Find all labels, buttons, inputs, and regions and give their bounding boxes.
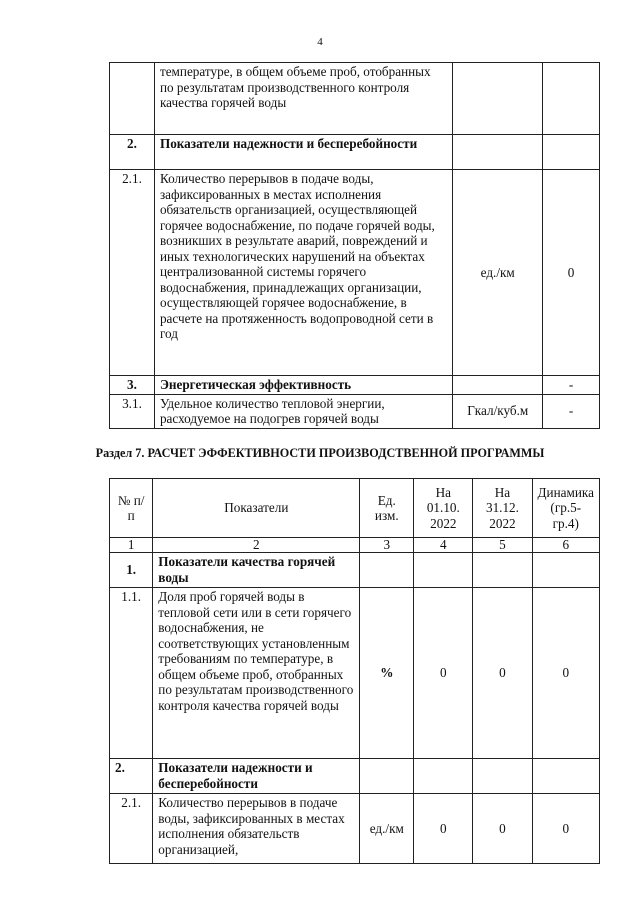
indicator-text: Количество перерывов в подаче воды, зафиксированных в местах исполнения обязательств организацией, осуществляющей горячее водоснабжение, по подаче горячей воды, возникших в результате аварий, повреждений и иных технологических нарушений на объектах централизованной системы горячего водоснабжения, принадлежащих организации, осуществляющей горячее водоснабжение, в расчете на протяженность водопроводной сети в год	[154, 170, 452, 376]
page-number: 4	[317, 36, 323, 48]
indicator-text: температуре, в общем объеме проб, отобранных по результатам производственного контроля качества горячей воды	[154, 63, 452, 135]
column-index: 5	[473, 538, 532, 553]
unit-cell: ед./км	[360, 794, 414, 864]
header-dynamics: Динамика (гр.5-гр.4)	[532, 479, 599, 538]
header-date2: На 31.12. 2022	[473, 479, 532, 538]
header-row	[110, 479, 600, 538]
row-number: 3.	[110, 376, 155, 395]
indicator-text: Показатели надежности и бесперебойности	[153, 759, 360, 794]
indicators-table-continued	[109, 62, 600, 429]
table-row	[110, 794, 600, 864]
column-index-row	[110, 538, 600, 553]
section-title: Раздел 7. РАСЧЕТ ЭФФЕКТИВНОСТИ ПРОИЗВОДСТВЕННОЙ ПРОГРАММЫ	[95, 446, 545, 460]
header-num: № п/п	[110, 479, 153, 538]
row-number: 2.1.	[110, 794, 153, 864]
table-row	[110, 170, 600, 376]
table-row	[110, 588, 600, 759]
row-number: 1.	[110, 553, 153, 588]
value-cell: 0	[414, 588, 473, 759]
table-row	[110, 376, 600, 395]
indicator-text: Доля проб горячей воды в тепловой сети или в сети горячего водоснабжения, не соответствующих установленным требованиям по температуре, в общем объеме проб, отобранных по результатам производственного контроля качества горячей воды	[153, 588, 360, 759]
value-cell: 0	[473, 588, 532, 759]
value-cell: 0	[543, 170, 600, 376]
value-cell: 0	[532, 588, 599, 759]
table-row	[110, 63, 600, 135]
table-row	[110, 394, 600, 428]
unit-cell: %	[360, 588, 414, 759]
column-index: 3	[360, 538, 414, 553]
value-cell: 0	[532, 794, 599, 864]
indicator-text: Показатели надежности и бесперебойности	[154, 135, 452, 170]
column-index: 4	[414, 538, 473, 553]
column-index: 1	[110, 538, 153, 553]
table-row	[110, 553, 600, 588]
indicator-text: Показатели качества горячей воды	[153, 553, 360, 588]
column-index: 2	[153, 538, 360, 553]
value-cell: -	[543, 376, 600, 395]
row-number: 1.1.	[110, 588, 153, 759]
unit-cell: Гкал/куб.м	[453, 394, 543, 428]
row-number: 2.	[110, 759, 153, 794]
header-unit: Ед. изм.	[360, 479, 414, 538]
row-number: 2.1.	[110, 170, 155, 376]
table-row	[110, 759, 600, 794]
table-row	[110, 135, 600, 170]
column-index: 6	[532, 538, 599, 553]
row-number: 2.	[110, 135, 155, 170]
header-indicator: Показатели	[153, 479, 360, 538]
header-date1: На 01.10. 2022	[414, 479, 473, 538]
indicator-text: Энергетическая эффективность	[154, 376, 452, 395]
unit-cell: ед./км	[453, 170, 543, 376]
indicator-text: Удельное количество тепловой энергии, расходуемое на подогрев горячей воды	[154, 394, 452, 428]
value-cell: -	[543, 394, 600, 428]
indicator-text: Количество перерывов в подаче воды, зафиксированных в местах исполнения обязательств организацией,	[153, 794, 360, 864]
value-cell: 0	[473, 794, 532, 864]
efficiency-table	[109, 478, 600, 864]
row-number: 3.1.	[110, 394, 155, 428]
value-cell: 0	[414, 794, 473, 864]
